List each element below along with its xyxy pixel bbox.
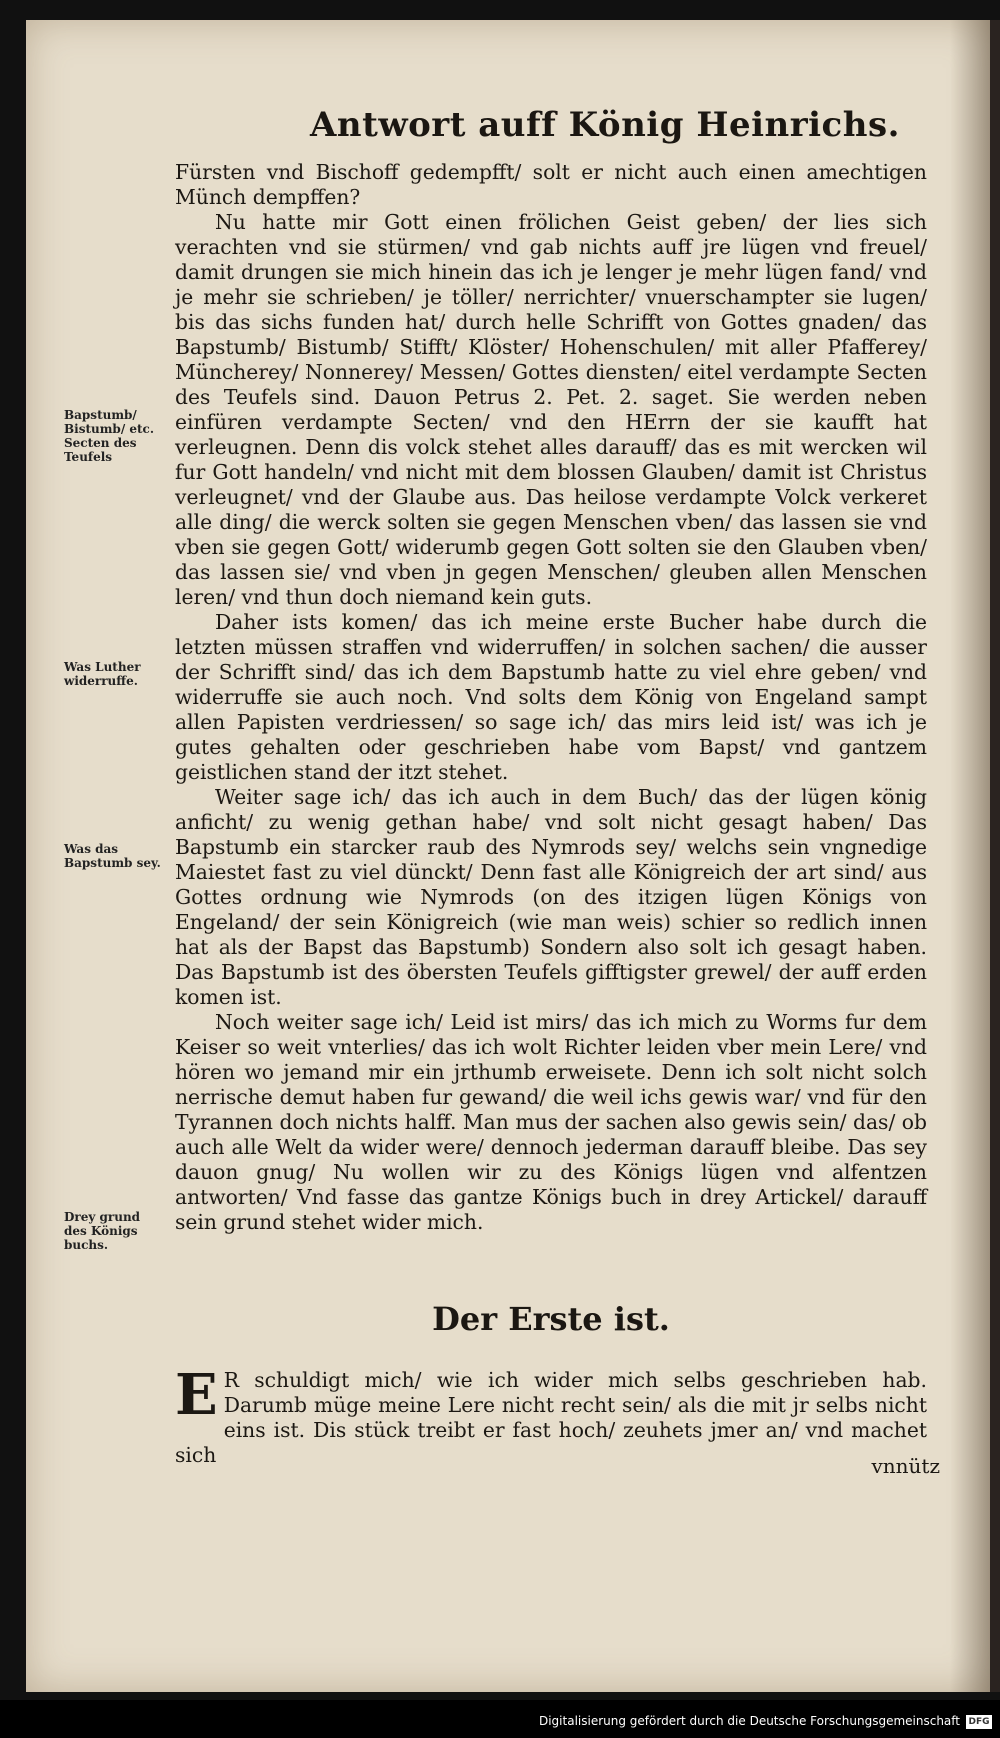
paragraph: Nu hatte mir Gott einen frölichen Geist geben/ der lies sich verachten vnd sie stürmen/ vnd gab nichts auff jre lügen vnd freuel/ damit drungen sie mich hinein das ich je lenger je mehr lügen fand/ vnd je mehr sie schrieben/ je töller/ nerrichter/ vnuerschampter sie lugen/ bis das sichs funden hat/ durch helle Schrifft von Gottes gnaden/ das Bapstumb/ Bistumb/ Stifft/ Klöster/ Hohenschulen/ mit aller Pfafferey/ Müncherey/ Nonnerey/ Messen/ Gottes diensten/ eitel verdampte Secten des Teufels sind. Dauon Petrus 2. Pet. 2. saget. Sie werden neben einfüren verdampte Secten/ vnd den HErrn der sie kaufft hat verleugnen. Denn dis volck stehet alles darauff/ das es mit wercken wil fur Gott handeln/ vnd nicht mit dem blossen Glauben/ damit ist Christus verleugnet/ vnd der Glaube aus. Das heilose verdampte Volck verkeret alle ding/ die werck solten sie gegen Menschen vben/ das lassen sie vnd vben sie gegen Gott/ widerumb gegen Gott solten sie den Glauben vben/ das lassen sie/ vnd vben jn gegen Menschen/ gleuben allen Menschen leren/ vnd thun doch niemand kein guts. (175, 210, 927, 609)
paragraph: Fürsten vnd Bischoff gedempfft/ solt er nicht auch einen amechtigen Münch dempffen? (175, 160, 927, 209)
section-text (175, 1362, 927, 1468)
marginal-note: Drey grund des Königs buchs. (64, 1210, 141, 1252)
paragraph: Daher ists komen/ das ich meine erste Bucher habe durch die letzten müssen straffen vnd widerruffen/ in solchen sachen/ die ausser der Schrifft sind/ das ich dem Bapstumb hatte zu viel ehre geben/ vnd widerruffe sie auch noch. Vnd solts dem König von Engeland sampt allen Papisten verdriessen/ so sage ich/ das mirs leid ist/ was ich je gutes gehalten oder geschrieben habe vom Bapst/ vnd gantzem geistlichen stand der itzt stehet. (175, 610, 927, 784)
marginal-note: Was das Bapstumb sey. (64, 842, 161, 870)
paragraph: Weiter sage ich/ das ich auch in dem Buch/ das der lügen könig anficht/ zu wenig gethan habe/ vnd solt nicht gesagt haben/ Das Bapstumb ein starcker raub des Nymrods sey/ welchs sein vngnedige Maiestet fast zu viel dünckt/ Denn fast alle Königreich der art sind/ aus Gottes ordnung wie Nymrods (on des itzigen lügen Königs von Engeland/ der sein Königreich (wie man weis) schier so redlich innen hat als der Bapst das Bapstumb) Sondern also solt ich gesagt haben. Das Bapstumb ist des öbersten Teufels gifftigster grewel/ der auff erden komen ist. (175, 785, 927, 1009)
paragraph: Noch weiter sage ich/ Leid ist mirs/ das ich mich zu Worms fur dem Keiser so weit vnterlies/ das ich wolt Richter leiden vber mein Lere/ vnd hören wo jemand mir ein jrthumb erweisete. Denn ich solt nicht solch nerrische demut haben fur gewand/ die weil ichs gewis war/ vnd für den Tyrannen doch nichts halff. Man mus der sachen also gewis sein/ das/ ob auch alle Welt da wider were/ dennoch jederman darauff bleibe. Das sey dauon gnug/ Nu wollen wir zu des Königs lügen vnd alfentzen antworten/ Vnd fasse das gantze Königs buch in drey Artickel/ darauff sein grund stehet wider mich. (175, 1010, 927, 1234)
section-heading: Der Erste ist. (432, 1300, 670, 1338)
running-head: Antwort auff König Heinrichs. (310, 105, 900, 145)
catchword: vnnütz (871, 1454, 940, 1478)
dfg-logo: DFG (966, 1715, 992, 1729)
marginal-note: Was Luther widerruffe. (64, 660, 141, 688)
marginal-note: Bapstumb/ Bistumb/ etc. Secten des Teufels (64, 408, 155, 464)
main-text (175, 160, 927, 1235)
section-paragraph: R schuldigt mich/ wie ich wider mich selbs geschrieben hab. Darumb müge meine Lere nicht recht sein/ als die mit jr selbs nicht eins ist. Dis stück treibt er fast hoch/ zeuhets jmer an/ vnd machet sich (175, 1368, 927, 1467)
footer-credit: Digitalisierung gefördert durch die Deutsche Forschungsgemeinschaft (538, 1714, 960, 1728)
drop-initial: E (175, 1362, 218, 1428)
